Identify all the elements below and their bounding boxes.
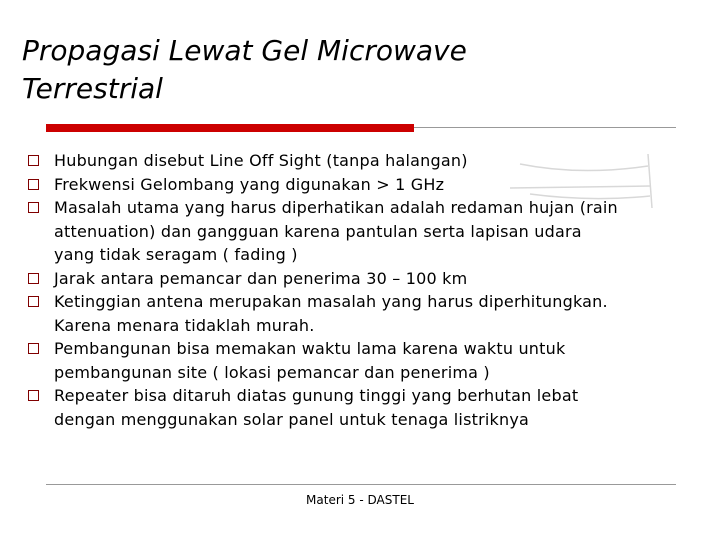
bullet-text-line: Ketinggian antena merupakan masalah yang harus diperhitungkan. — [54, 292, 608, 311]
bullet-text-line: Pembangunan bisa memakan waktu lama karena waktu untuk — [54, 339, 566, 358]
bullet-text-line: Karena menara tidaklah murah. — [54, 315, 315, 335]
slide-title-line: Propagasi Lewat Gel Microwave — [22, 34, 467, 67]
bullet-item — [0, 290, 720, 337]
bullet-text-line: Hubungan disebut Line Off Sight (tanpa halangan) — [54, 151, 468, 170]
footer-divider-line — [46, 484, 676, 485]
bullet-text-line: attenuation) dan gangguan karena pantulan serta lapisan udara — [54, 221, 582, 241]
title-accent-bar — [46, 124, 414, 132]
square-bullet-icon — [28, 296, 39, 307]
bullet-text-line: Repeater bisa ditaruh diatas gunung tinggi yang berhutan lebat — [54, 386, 579, 405]
slide-title-line: Terrestrial — [22, 72, 163, 105]
bullet-text-line: Frekwensi Gelombang yang digunakan > 1 GHz — [54, 174, 445, 194]
square-bullet-icon — [28, 273, 39, 284]
bullet-item — [0, 149, 720, 173]
bullet-text-line: yang tidak seragam ( fading ) — [54, 245, 298, 264]
slide-title — [22, 32, 682, 108]
slide-footer: Materi 5 - DASTEL — [306, 493, 414, 507]
square-bullet-icon — [28, 343, 39, 354]
title-divider-line — [414, 127, 676, 128]
square-bullet-icon — [28, 202, 39, 213]
bullet-text-line: pembangunan site ( lokasi pemancar dan penerima ) — [54, 362, 490, 382]
square-bullet-icon — [28, 390, 39, 401]
bullet-list — [0, 149, 720, 431]
bullet-text-line: Jarak antara pemancar dan penerima 30 – 100 km — [54, 268, 468, 288]
bullet-item — [0, 384, 720, 431]
bullet-item — [0, 196, 720, 267]
bullet-text-line: Masalah utama yang harus diperhatikan adalah redaman hujan (rain — [54, 198, 618, 217]
bullet-item — [0, 267, 720, 291]
bullet-item — [0, 173, 720, 197]
square-bullet-icon — [28, 179, 39, 190]
square-bullet-icon — [28, 155, 39, 166]
bullet-item — [0, 337, 720, 384]
bullet-text-line: dengan menggunakan solar panel untuk tenaga listriknya — [54, 409, 529, 429]
